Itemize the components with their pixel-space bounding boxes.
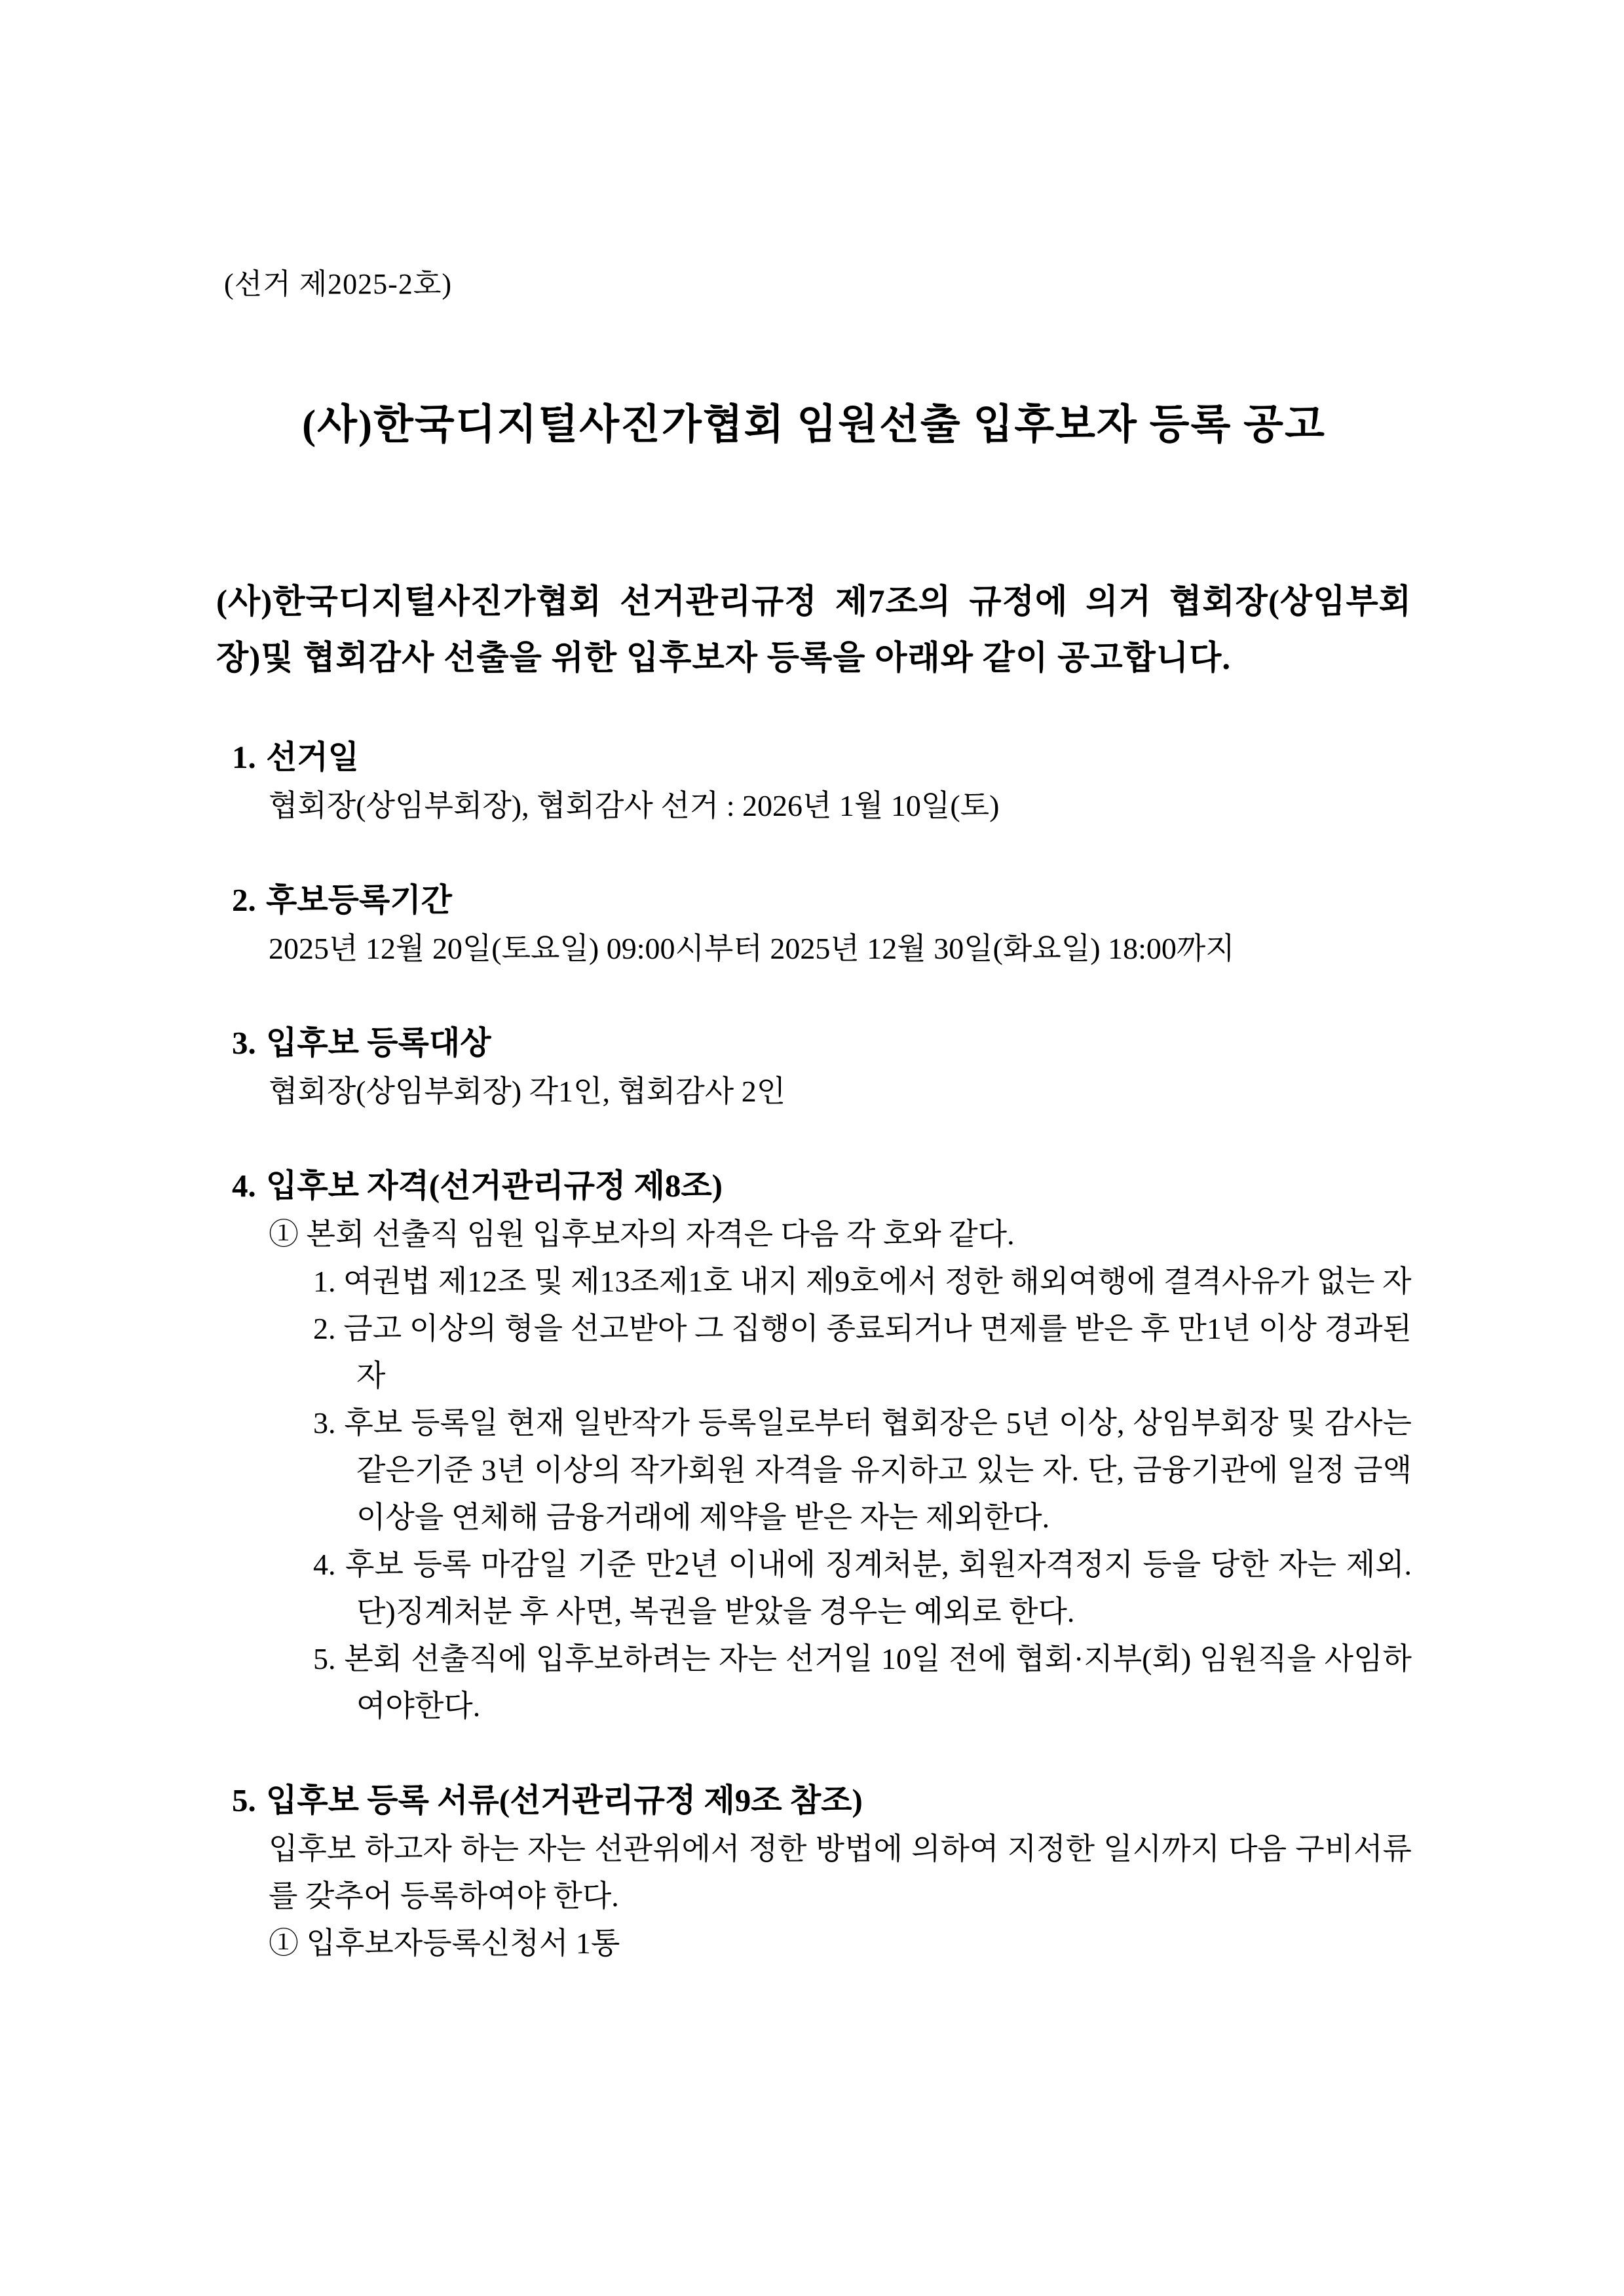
section-label: 선거일 [266, 739, 360, 775]
section-candidate-qualifications [216, 1161, 1412, 1730]
section-heading [232, 1776, 1412, 1826]
section-body [269, 1826, 1412, 1967]
body-line: 입후보 하고자 하는 자는 선관위에서 정한 방법에 의하여 지정한 일시까지 다음 구비서류를 갖추어 등록하여야 한다. [269, 1832, 1412, 1913]
section-body [269, 925, 1412, 972]
qualification-item: 4. 후보 등록 마감일 기준 만2년 이내에 징계처분, 회원자격정지 등을 당한 자는 제외. 단)징계처분 후 사면, 복권을 받았을 경우는 예외로 한다. [313, 1548, 1412, 1628]
section-body [269, 1211, 1412, 1258]
section-number: 3. [232, 1025, 256, 1061]
body-line: 협회장(상임부회장) 각1인, 협회감사 2인 [269, 1075, 786, 1108]
section-label: 입후보 등록대상 [266, 1025, 491, 1061]
section-election-date [216, 733, 1412, 830]
body-line: ① 본회 선출직 임원 입후보자의 자격은 다음 각 호와 같다. [269, 1217, 1015, 1251]
section-registration-documents [216, 1776, 1412, 1967]
section-label: 입후보 자격(선거관리규정 제8조) [266, 1168, 723, 1204]
section-number: 1. [232, 739, 256, 775]
section-body [269, 1068, 1412, 1115]
section-number: 4. [232, 1168, 256, 1204]
section-heading [232, 733, 1412, 782]
section-label: 입후보 등록 서류(선거관리규정 제9조 참조) [266, 1782, 863, 1818]
intro-paragraph: (사)한국디지털사진가협회 선거관리규정 제7조의 규정에 의거 협회장(상임부회장)및 협회감사 선출을 위한 입후보자 등록을 아래와 같이 공고합니다. [216, 584, 1412, 677]
section-heading [232, 1161, 1412, 1211]
section-registration-targets [216, 1018, 1412, 1115]
qualification-list [313, 1258, 1412, 1730]
section-registration-period [216, 875, 1412, 972]
doc-number: (선거 제2025-2호) [224, 268, 452, 300]
qualification-item: 3. 후보 등록일 현재 일반작가 등록일로부터 협회장은 5년 이상, 상임부회장 및 감사는 같은기준 3년 이상의 작가회원 자격을 유지하고 있는 자. 단, 금융기관에 일정 금액 이상을 연체해 금융거래에 제약을 받은 자는 제외한다. [313, 1406, 1412, 1534]
section-heading [232, 875, 1412, 925]
qualification-item: 2. 금고 이상의 형을 선고받아 그 집행이 종료되거나 면제를 받은 후 만1년 이상 경과된 자 [313, 1312, 1412, 1392]
section-heading [232, 1018, 1412, 1068]
qualification-item: 5. 본회 선출직에 입후보하려는 자는 선거일 10일 전에 협회·지부(회) 임원직을 사임하여야한다. [313, 1642, 1412, 1723]
body-line: 협회장(상임부회장), 협회감사 선거 : 2026년 1월 10일(토) [269, 789, 1000, 822]
section-number: 5. [232, 1782, 256, 1818]
section-label: 후보등록기간 [266, 882, 453, 918]
section-number: 2. [232, 882, 256, 918]
body-line: 2025년 12월 20일(토요일) 09:00시부터 2025년 12월 30일(화요일) 18:00까지 [269, 932, 1235, 965]
section-body [269, 782, 1412, 830]
body-line: ① 입후보자등록신청서 1통 [269, 1926, 620, 1960]
page-title: (사)한국디지털사진가협회 임원선출 입후보자 등록 공고 [302, 402, 1326, 448]
qualification-item: 1. 여권법 제12조 및 제13조제1호 내지 제9호에서 정한 해외여행에 결격사유가 없는 자 [313, 1265, 1412, 1298]
